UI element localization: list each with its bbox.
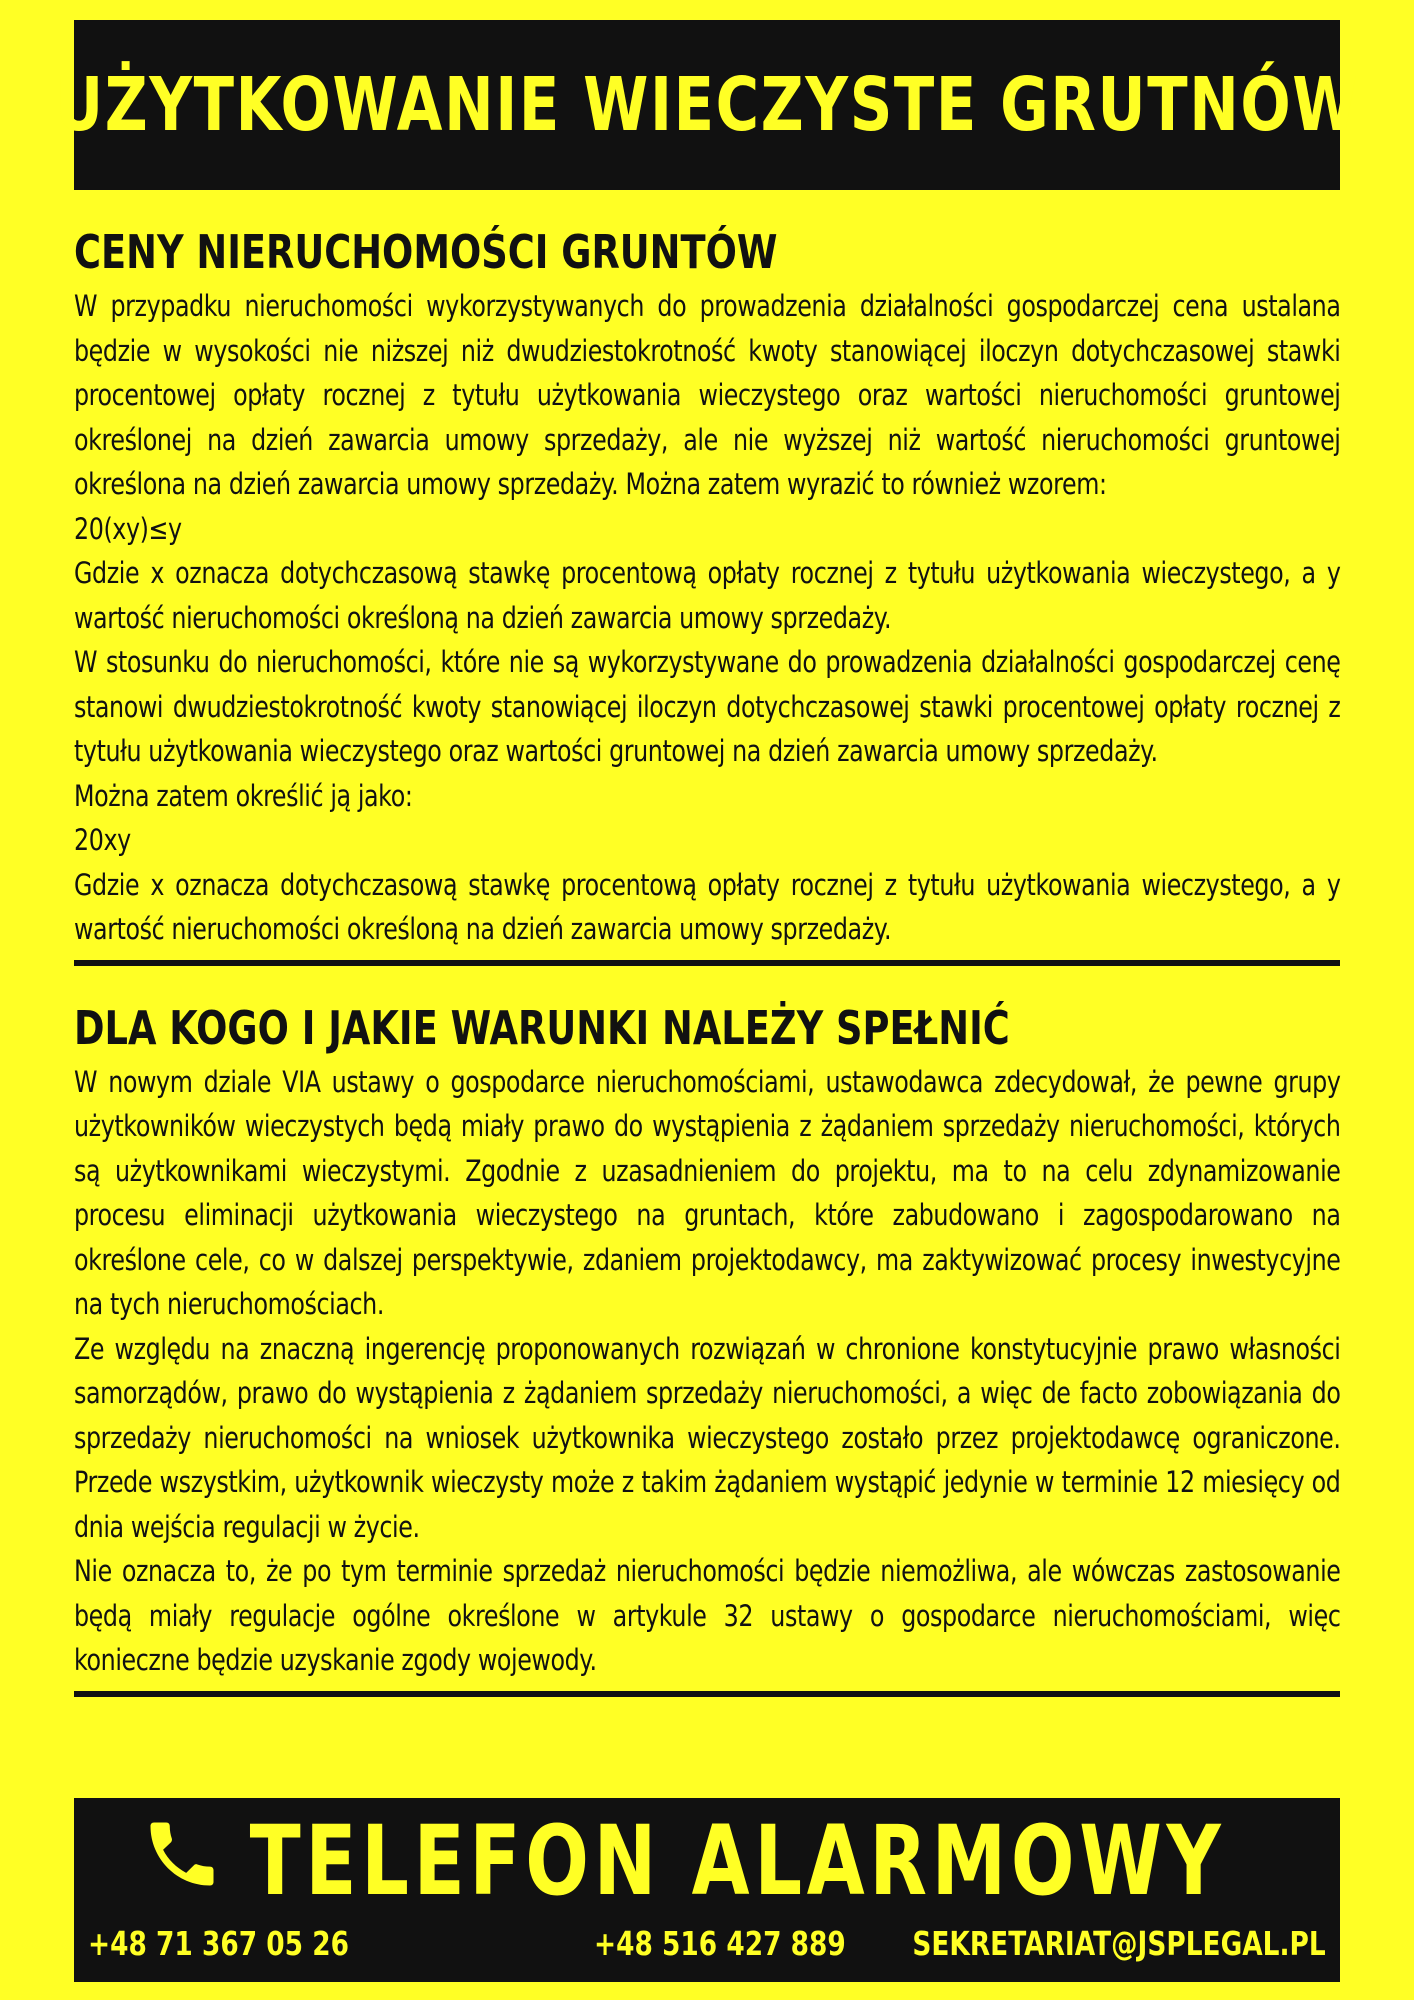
section-heading-prices: CENY NIERUCHOMOŚCI GRUNTÓW bbox=[74, 225, 778, 279]
divider bbox=[74, 1691, 1340, 1697]
formula: 20xy bbox=[74, 823, 131, 857]
paragraph: Nie oznacza to, że po tym terminie sprzedaż nieruchomości będzie niemożliwa, ale wówczas zastosowanie będą miały regulacje ogólne określone w artykule 32 ustawy o gospodarce nieruchomościami, więc konieczne będzie uzyskanie zgody wojewody. bbox=[74, 1554, 1341, 1677]
section-body-conditions bbox=[74, 1060, 1340, 1683]
section-body-prices bbox=[74, 284, 1340, 952]
page-title: UŻYTKOWANIE WIECZYSTE GRUTNÓW bbox=[54, 62, 1360, 148]
email-link[interactable]: SEKRETARIAT@JSPLEGAL.PL bbox=[912, 1924, 1326, 1963]
title-banner bbox=[54, 20, 1360, 190]
section-conditions bbox=[74, 1000, 1340, 1697]
paragraph: W nowym dziale VIA ustawy o gospodarce nieruchomościami, ustawodawca zdecydował, że pewne grupy użytkowników wieczystych będą miały prawo do wystąpienia z żądaniem sprzedaży nieruchomości, których są użytkownikami wieczystymi. Zgodnie z uzasadnieniem do projektu, ma to na celu zdynamizowanie procesu eliminacji użytkowania wieczystego na gruntach, które zabudowano i zagospodarowano na określone cele, co w dalszej perspektywie, zdaniem projektodawcy, ma zaktywizować procesy inwestycyjne na tych nieruchomościach. bbox=[74, 1064, 1341, 1321]
phone-number-2[interactable]: +48 516 427 889 bbox=[594, 1924, 846, 1963]
phone-number-1[interactable]: +48 71 367 05 26 bbox=[88, 1924, 349, 1963]
footer-banner bbox=[74, 1798, 1340, 1982]
paragraph: W stosunku do nieruchomości, które nie są wykorzystywane do prowadzenia działalności gospodarczej cenę stanowi dwudziestokrotność kwoty stanowiącej iloczyn dotychczasowej stawki procentowej opłaty rocznej z tytułu użytkowania wieczystego oraz wartości gruntowej na dzień zawarcia umowy sprzedaży. bbox=[74, 645, 1341, 768]
paragraph: Ze względu na znaczną ingerencję proponowanych rozwiązań w chronione konstytucyjnie prawo własności samorządów, prawo do wystąpienia z żądaniem sprzedaży nieruchomości, a więc de facto zobowiązania do sprzedaży nieruchomości na wniosek użytkownika wieczystego zostało przez projektodawcę ograniczone. Przede wszystkim, użytkownik wieczysty może z takim żądaniem wystąpić jedynie w terminie 12 miesięcy od dnia wejścia regulacji w życie. bbox=[74, 1331, 1341, 1544]
paragraph: Gdzie x oznacza dotychczasową stawkę procentową opłaty rocznej z tytułu użytkowania wieczystego, a y wartość nieruchomości określoną na dzień zawarcia umowy sprzedaży. bbox=[74, 556, 1341, 635]
formula: 20(xy)≤y bbox=[74, 511, 182, 546]
paragraph: W przypadku nieruchomości wykorzystywanych do prowadzenia działalności gospodarczej cena ustalana będzie w wysokości nie niższej niż dwudziestokrotność kwoty stanowiącej iloczyn dotychczasowej stawki procentowej opłaty rocznej z tytułu użytkowania wieczystego oraz wartości nieruchomości gruntowej określonej na dzień zawarcia umowy sprzedaży, ale nie wyższej niż wartość nieruchomości gruntowej określona na dzień zawarcia umowy sprzedaży. Można zatem wyrazić to również wzorem: bbox=[74, 289, 1341, 501]
page bbox=[54, 20, 1360, 1697]
paragraph: Można zatem określić ją jako: bbox=[74, 778, 413, 813]
divider bbox=[74, 960, 1340, 966]
emergency-phone-title: TELEFON ALARMOWY bbox=[249, 1805, 1225, 1917]
footer-heading bbox=[74, 1806, 1340, 1916]
section-prices bbox=[74, 224, 1340, 966]
section-heading-conditions: DLA KOGO I JAKIE WARUNKI NALEŻY SPEŁNIĆ bbox=[74, 1000, 1010, 1055]
paragraph: Gdzie x oznacza dotychczasową stawkę procentową opłaty rocznej z tytułu użytkowania wieczystego, a y wartość nieruchomości określoną na dzień zawarcia umowy sprzedaży. bbox=[74, 867, 1341, 946]
